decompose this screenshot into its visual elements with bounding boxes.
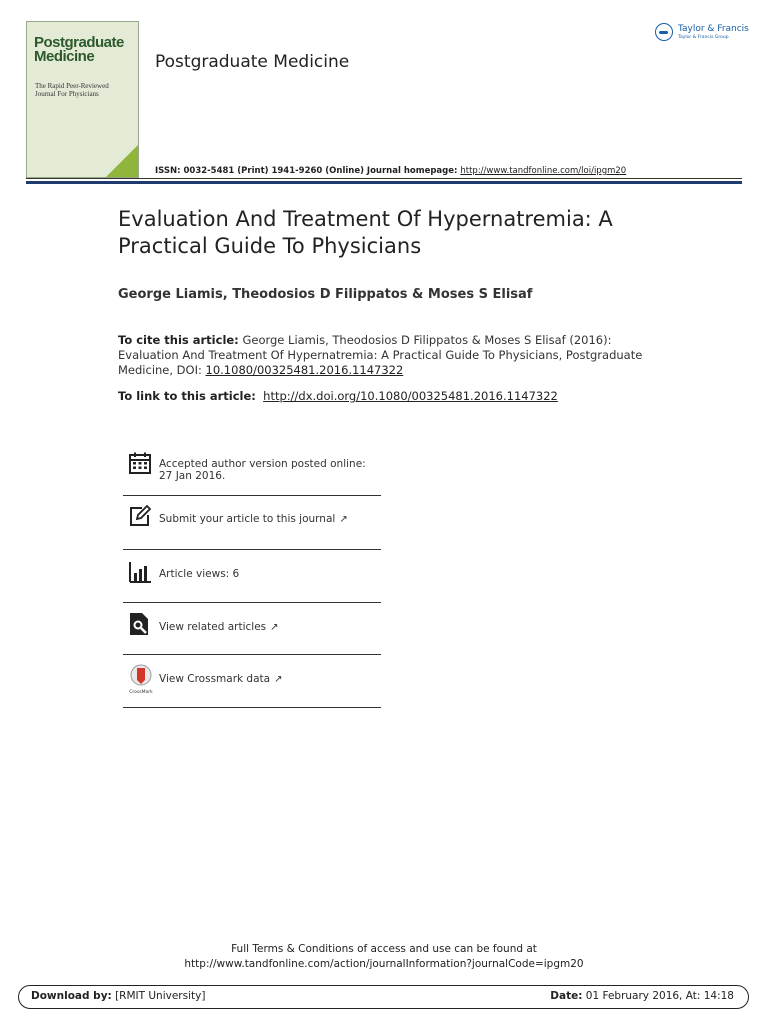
download-date	[550, 990, 734, 1002]
list-item-submit[interactable]	[123, 496, 381, 550]
article-link-line	[118, 389, 558, 403]
download-date-value: 01 February 2016, At: 14:18	[582, 990, 734, 1002]
accepted-date-text: Accepted author version posted online: 27 Jan 2016.	[159, 458, 366, 482]
list-item-views	[123, 550, 381, 603]
citation-label: To cite this article:	[118, 333, 239, 347]
publisher-name: Taylor & Francis	[678, 24, 749, 34]
terms-footer	[0, 942, 768, 972]
article-link-label: To link to this article:	[118, 389, 256, 403]
list-item-crossmark[interactable]	[123, 655, 381, 708]
external-link-icon: ↗	[274, 674, 283, 685]
citation	[118, 333, 658, 378]
crossmark-link[interactable]: View Crossmark data	[159, 673, 271, 685]
article-info-list	[123, 445, 381, 708]
bar-chart-icon	[128, 560, 152, 584]
download-info-bar	[18, 985, 749, 1009]
article-title: Evaluation And Treatment Of Hypernatremia: A Practical Guide To Physicians	[118, 207, 613, 258]
header-accent-divider	[26, 181, 742, 184]
article-authors: George Liamis, Theodosios D Filippatos & Moses S Elisaf	[118, 287, 533, 302]
journal-homepage-link[interactable]: http://www.tandfonline.com/loi/ipgm20	[460, 166, 627, 176]
download-by-value: [RMIT University]	[111, 990, 206, 1002]
article-doi-url-link[interactable]: http://dx.doi.org/10.1080/00325481.2016.1147322	[263, 389, 558, 403]
publisher-logo	[655, 23, 747, 47]
submit-article-link[interactable]: Submit your article to this journal	[159, 513, 336, 525]
publisher-subtitle: Taylor & Francis Group	[678, 35, 729, 40]
list-item-accepted	[123, 445, 381, 496]
issn-text: ISSN: 0032-5481 (Print) 1941-9260 (Online) Journal homepage:	[155, 166, 461, 176]
citation-text: George Liamis, Theodosios D Filippatos & Moses S Elisaf (2016): Evaluation And Treatment Of Hypernatremia: A Practical Guide To Physicians, Postgraduate Medicine, DOI:	[118, 333, 643, 377]
cover-corner-decoration	[106, 145, 138, 177]
crossmark-icon	[128, 664, 154, 694]
list-item-related[interactable]	[123, 603, 381, 655]
download-date-label: Date:	[550, 990, 583, 1002]
article-views-text: Article views: 6	[159, 568, 240, 580]
issn-line	[155, 166, 626, 176]
cover-tagline: The Rapid Peer-Reviewed Journal For Physicians	[35, 82, 109, 98]
download-by	[31, 990, 205, 1002]
journal-name: Postgraduate Medicine	[155, 52, 350, 72]
external-link-icon: ↗	[339, 514, 348, 525]
edit-icon	[128, 504, 152, 528]
terms-url[interactable]: http://www.tandfonline.com/action/journalInformation?journalCode=ipgm20	[184, 958, 584, 970]
external-link-icon: ↗	[270, 622, 279, 633]
publisher-logo-icon	[655, 23, 673, 41]
terms-line: Full Terms & Conditions of access and use can be found at	[231, 943, 537, 955]
calendar-icon	[128, 451, 152, 475]
crossmark-caption: CrossMark	[129, 690, 153, 694]
journal-cover	[26, 21, 139, 178]
cover-title: Postgraduate Medicine	[34, 34, 124, 65]
related-articles-link[interactable]: View related articles	[159, 621, 267, 633]
search-document-icon	[128, 612, 152, 636]
download-by-label: Download by:	[31, 990, 112, 1002]
header-divider	[26, 178, 742, 179]
doi-link[interactable]: 10.1080/00325481.2016.1147322	[205, 363, 404, 377]
